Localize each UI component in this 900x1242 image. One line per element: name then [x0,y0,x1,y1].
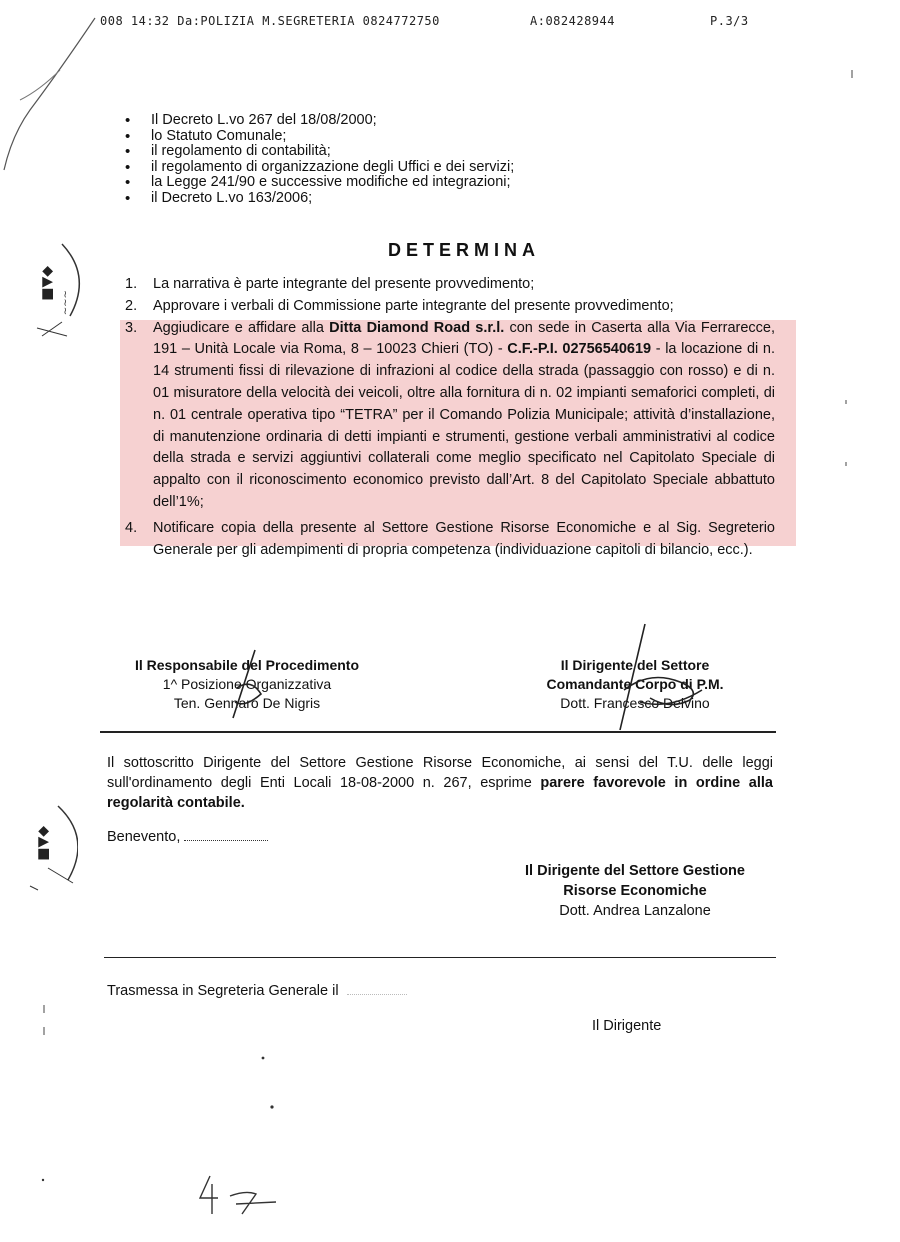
handwritten-page-number [196,1170,286,1220]
item-number: 3. [125,319,138,336]
item-number: 2. [125,297,138,314]
signatory-position: 1^ Posizione Organizzativa [162,676,332,692]
section-heading: DETERMINA [388,240,540,260]
svg-text:~~~: ~~~ [59,290,70,316]
signatory-position: Comandante Corpo di P.M. [546,676,724,692]
premise-item: • il Decreto L.vo 163/2006; [125,191,514,207]
premise-item: • la Legge 241/90 e successive modifiche ed integrazioni; [125,175,514,191]
premise-item: • il regolamento di organizzazione degli Uffici e dei servizi; [125,160,514,176]
item-text: La narrativa è parte integrante del presente provvedimento; [153,276,535,292]
signatory-name: Dott. Francesco Delvino [560,695,710,711]
signatory-role: Il Responsabile del Procedimento [134,657,360,673]
transmission-text: Trasmessa in Segreteria Generale il [107,983,339,999]
item-number: 1. [125,276,138,292]
svg-text:◆▲■: ◆▲■ [40,266,56,301]
premise-item: • lo Statuto Comunale; [125,129,514,145]
place-label: Benevento, [107,829,181,845]
svg-text:◆▲■: ◆▲■ [36,826,52,861]
fax-page-count: P.3/3 [710,14,749,28]
opinion-text: Il sottoscritto Dirigente del Settore Gestione Risorse Economiche, ai sensi del T.U. delle leggi sull'ordinamento degli Enti Locali 18-08-2000 n. 267, esprime [107,755,773,791]
transmission-signatory: Il Dirigente [592,1018,662,1034]
item-text-part: Aggiudicare e affidare alla [153,319,330,336]
signatory-role: Il Dirigente del Settore Gestione [525,863,745,879]
signatory-name: Dott. Andrea Lanzalone [559,903,711,919]
item-text-part: con sede in Caserta alla Via Ferrarecce, 191 – Unità Locale via Roma, 8 – 10023 Chieri (TO) - [153,319,775,358]
signatory-role-continued: Risorse Economiche [563,883,707,899]
company-name: Ditta Diamond Road s.r.l. [329,319,505,336]
signatory-role: Il Dirigente del Settore [560,657,710,673]
signatory-name: Ten. Gennaro De Nigris [173,695,321,711]
opinion-verdict: parere favorevole in ordine alla regolarità contabile. [107,775,773,811]
item-text-part: - la locazione di n. 14 strumenti fissi di rilevazione di infrazioni al codice della strada (passaggio con rosso) e di n. 01 misuratore della velocità dei veicoli, oltre alla fornitura di n. 02 impianti semaforici completi, di n. 01 centrale operativa tipo “TETRA” per il Comando Polizia Municipale; attività d’installazione, di manutenzione ordinaria di detti impianti e strumenti, gestione verbali amministrativi al codice della strada e servizi aggiuntivi collaterali come meglio specificato nel Capitolato Speciale di appalto con il riconoscimento economico previsto dall’Art. 8 del Capitolato Speciale abbattuto dell’1%; [153,341,775,510]
item-text: Notificare copia della presente al Settore Gestione Risorse Economiche e al Sig. Segreterio Generale per gli adempimenti di propria competenza (individuazione capitoli di bilancio, ecc.). [153,519,775,558]
item-number: 4. [125,519,138,536]
premise-item: • Il Decreto L.vo 267 del 18/08/2000; [125,113,514,129]
fax-sender-line: 008 14:32 Da:POLIZIA M.SEGRETERIA 0824772750 [100,14,440,28]
item-text: Approvare i verbali di Commissione parte integrante del presente provvedimento; [153,297,674,314]
premise-item: • il regolamento di contabilità; [125,144,514,160]
tax-id: C.F.-P.I. 02756540619 [507,341,652,358]
fax-recipient: A:082428944 [530,14,615,28]
